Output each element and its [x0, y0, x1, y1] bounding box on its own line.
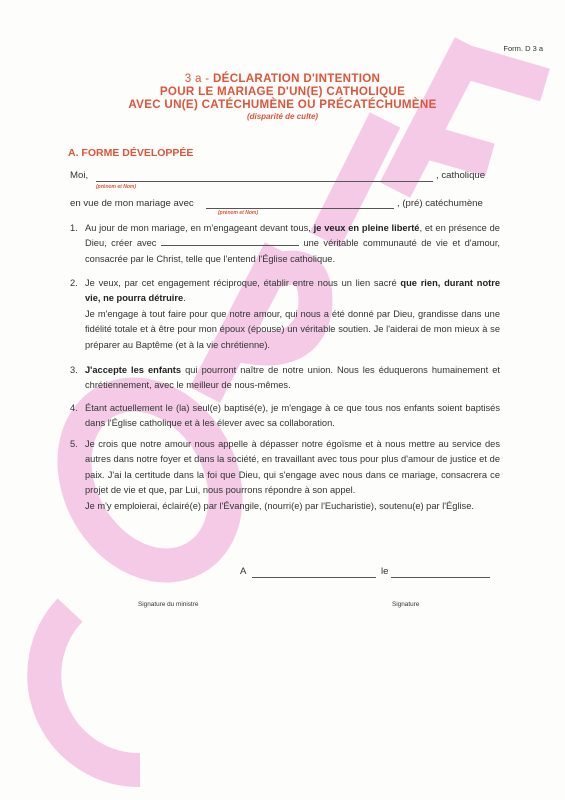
list-item-5: [70, 437, 500, 514]
title-line-1: [60, 72, 505, 85]
title-line-1-text: DÉCLARATION D'INTENTION: [212, 72, 381, 85]
catholic-name-field[interactable]: [96, 181, 433, 182]
item-text: Au jour de mon mariage, en m'engageant devant tous,: [85, 223, 311, 233]
item-body: [85, 276, 500, 353]
item-body: Étant actuellement le (la) seul(e) baptisé(e), je m'engage à ce que tous nos enfants soient baptisés dans l'Église catholique et à les élever avec sa collaboration.: [85, 403, 500, 429]
title-line-3: AVEC UN(E) CATÉCHUMÈNE OU PRÉCATÉCHUMÈNE: [128, 98, 437, 111]
item-number: 3.: [70, 365, 78, 375]
form-code: Form. D 3 a: [503, 44, 543, 53]
place-field[interactable]: [252, 577, 376, 578]
prenom-nom-hint-1: (prénom et Nom): [96, 184, 136, 190]
item-body: [85, 221, 500, 267]
catholique-label: , catholique: [436, 170, 486, 181]
title-line-2: POUR LE MARIAGE D'UN(E) CATHOLIQUE: [159, 85, 406, 98]
item-number: 2.: [70, 278, 78, 288]
date-label: le: [381, 566, 389, 577]
item-text: Je veux, par cet engagement réciproque, établir entre nous un lien sacré: [85, 278, 397, 288]
item-text: Je m'engage à tout faire pour que notre amour, qui nous a été donné par Dieu, grandisse dans une fidélité totale et à être pour mon époux (épouse) un véritable soutien. Je l'aiderai de mon mieux à se préparer au Baptême (et à la vie chrétienne).: [85, 308, 500, 350]
list-item-1: [70, 221, 500, 267]
item-text: .: [183, 293, 186, 304]
moi-label: Moi,: [70, 170, 89, 181]
date-field[interactable]: [391, 577, 490, 578]
signature-label: Signature: [392, 601, 420, 608]
item-body: [85, 363, 500, 394]
prenom-nom-hint-2: (prénom et Nom): [218, 210, 258, 216]
item-body: [85, 437, 500, 514]
document-title: [60, 72, 505, 122]
list-item-3: [70, 363, 500, 394]
section-title: A. FORME DÉVELOPPÉE: [68, 147, 194, 159]
item-text: qui pourront naître de notre union. Nous les éduquerons humainement et chrétiennement, avec le meilleur de nous-mêmes.: [85, 365, 500, 391]
list-item-2: [70, 276, 500, 353]
spouse-name-field[interactable]: [161, 236, 299, 246]
item-text: une véritable communauté de vie et d'amour, consacrée par le Christ, telle que l'entend l'Église catholique.: [85, 238, 500, 264]
item-emphasis: J'accepte les enfants: [85, 365, 182, 375]
precatechumene-label: , (pré) catéchumène: [397, 198, 483, 209]
minister-signature-label: Signature du ministre: [138, 601, 199, 608]
catechumen-name-field[interactable]: [206, 208, 394, 209]
item-number: 4.: [70, 403, 78, 413]
list-item-4: [70, 401, 500, 432]
item-emphasis: je veux en pleine liberté: [313, 223, 420, 233]
title-number: 3 a -: [184, 72, 210, 85]
title-subtitle: (disparité de culte): [246, 112, 319, 121]
item-emphasis: que rien, durant notre vie, ne pourra détruire: [85, 278, 501, 304]
item-number: 5.: [70, 439, 78, 449]
item-number: 1.: [70, 223, 78, 233]
place-label: A: [240, 566, 247, 577]
mariage-label: en vue de mon mariage avec: [70, 198, 194, 209]
item-text: Je m'y emploierai, éclairé(e) par l'Évangile, (nourri(e) par l'Eucharistie), soutenu(e) par l'Église.: [85, 500, 474, 511]
item-text: , et en présence de Dieu, créer avec: [85, 223, 500, 249]
item-text: Je crois que notre amour nous appelle à dépasser notre égoïsme et à nous mettre au service des autres dans notre foyer et dans la société, en travaillant avec tous pour plus d'amour de justice et de paix. J'ai la certitude dans la foi que Dieu, qui s'engage avec nous dans ce mariage, consacrera ce projet de vie et que, par Lui, nous pourrons répondre à son appel.: [85, 439, 500, 496]
